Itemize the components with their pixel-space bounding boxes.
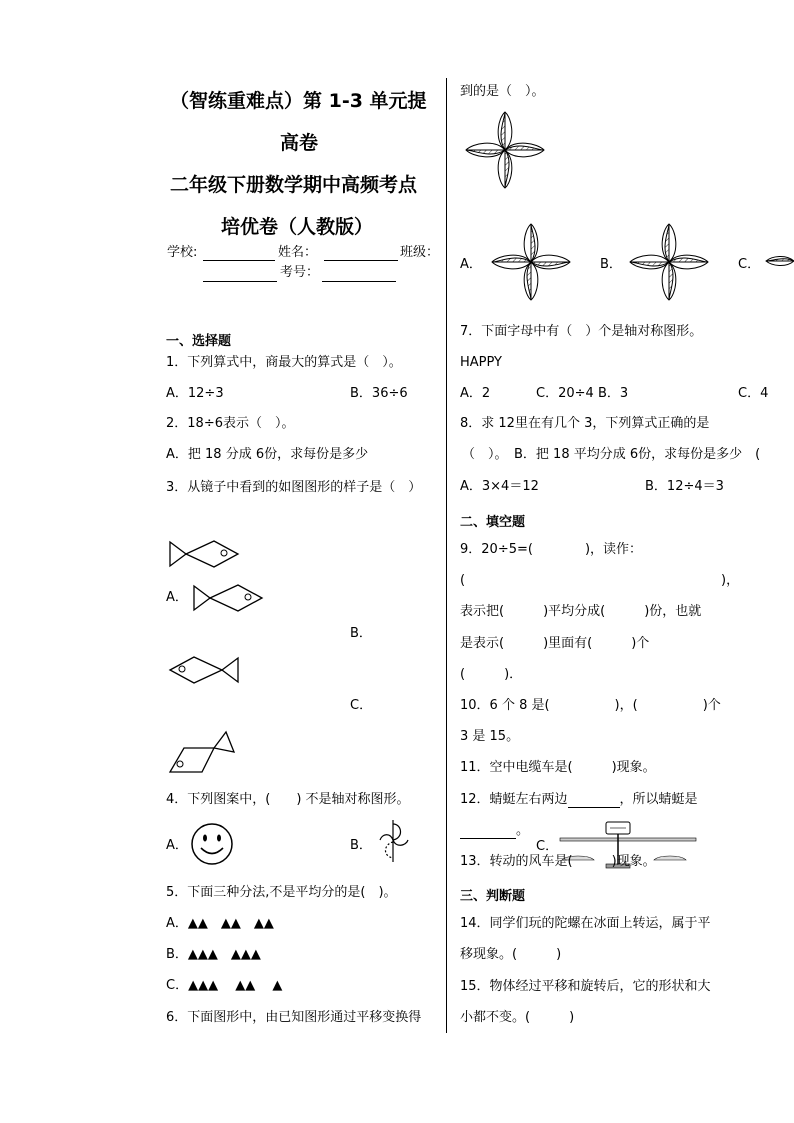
question-6: 6．下面图形中，由已知图形通过平移变换得 [166,1010,422,1025]
question-4: 4．下列图案中，( ) 不是轴对称图形。 [166,792,410,807]
name-blank[interactable] [324,245,398,261]
q10-line-2: 3 是 15。 [460,729,520,744]
question-3: 3．从镜子中看到的如图图形的样子是（ ） [166,480,422,495]
section-fill-heading: 二、填空题 [460,515,526,530]
q9-line-3: 表示把( )平均分成( )份，也就 [460,604,702,619]
q7-option-b[interactable]: B．3 [598,386,629,401]
question-2: 2．18÷6表示（ ）。 [166,416,295,431]
fish-option-a-figure[interactable] [192,582,264,614]
question-10: 10．6 个 8 是( )，( )个 [460,698,721,713]
title-line-1: （智练重难点）第 1-3 单元提 [170,90,427,112]
q1-option-a[interactable]: A．12÷3 [166,386,224,401]
question-7: 7．下面字母中有（ ）个是轴对称图形。 [460,324,703,339]
info-exam-label: 考号： [280,265,320,280]
q12-text-a: 12．蜻蜓左右两边 [460,792,568,807]
q5-option-b[interactable]: B．▲▲▲ ▲▲▲ [166,947,261,962]
q7-option-c-stray[interactable]: C．20÷4 [536,386,594,401]
q12-text-b: ，所以蜻蜓是 [619,792,698,807]
q12-blank-1[interactable] [568,795,620,808]
question-8: 8．求 12里在有几个 3，下列算式正确的是 [460,416,710,431]
question-6-continued: 到的是（ ）。 [460,84,545,99]
q4-option-b[interactable]: B． [350,838,372,853]
smiley-face-icon[interactable] [190,822,234,866]
exam-blank[interactable] [322,266,396,282]
question-12 [460,792,698,808]
class-blank[interactable] [203,266,277,282]
title-line-2: 高卷 [280,132,319,154]
question-11: 11．空中电缆车是( )现象。 [460,760,656,775]
flower-option-b-figure[interactable] [628,222,710,302]
question-8-continued: （ ）。 B．把 18 平均分成 6份，求每份是多少 ( [462,447,761,462]
title-line-4: 培优卷（人教版） [221,216,374,238]
info-name-label: 姓名： [278,245,318,260]
q12-text-c: 。 [516,823,530,838]
q9-reading-close: )， [721,573,740,588]
q9-line-4: 是表示( )里面有( )个 [460,636,650,651]
flower-option-c-figure[interactable] [764,250,794,272]
q9-line-5: ( )． [460,667,523,682]
question-14: 14．同学们玩的陀螺在冰面上转运，属于平 [460,916,711,931]
question-13: 13．转动的风车是( )现象。 [460,854,656,869]
pinwheel-icon[interactable] [372,818,414,864]
q9-reading-open: ( [460,573,466,588]
q2-option-a[interactable]: A．把 18 分成 6份，求每份是多少 [166,447,369,462]
section-choice-heading: 一、选择题 [166,334,232,349]
q15-line-2: 小都不变。( ) [460,1010,575,1025]
q7-option-c[interactable]: C．4 [738,386,769,401]
school-blank[interactable] [203,245,275,261]
column-divider [446,78,447,1033]
q3-option-b[interactable]: B． [350,626,372,641]
q1-option-b[interactable]: B．36÷6 [350,386,408,401]
q3-option-a[interactable]: A． [166,590,188,605]
title-line-3: 二年级下册数学期中高频考点 [170,174,418,196]
q6-option-c[interactable]: C． [738,257,761,272]
q12-blank-2[interactable] [460,826,516,839]
q4-option-a[interactable]: A． [166,838,188,853]
section-judge-heading: 三、判断题 [460,889,526,904]
fish-original-figure [168,538,240,570]
q8-option-a[interactable]: A．3×4＝12 [460,479,539,494]
q7-word: HAPPY [460,355,503,370]
question-1: 1．下列算式中，商最大的算式是（ ）。 [166,355,402,370]
info-school-label: 学校: [167,245,198,260]
q7-option-a[interactable]: A．2 [460,386,491,401]
q5-option-c[interactable]: C．▲▲▲ ▲▲ ▲ [166,978,283,993]
q6-option-a[interactable]: A． [460,257,482,272]
q12-line-2 [460,823,529,839]
q8-option-b[interactable]: B．12÷4＝3 [645,479,724,494]
flower-original-figure [464,110,546,190]
flower-option-a-figure[interactable] [490,222,572,302]
q3-option-c[interactable]: C． [350,698,373,713]
q6-option-b[interactable]: B． [600,257,622,272]
fish-option-b-figure[interactable] [168,654,240,686]
question-5: 5．下面三种分法,不是平均分的是( )。 [166,885,397,900]
q12-stray-option-c: C． [536,839,559,854]
question-15: 15．物体经过平移和旋转后，它的形状和大 [460,979,711,994]
info-class-label: 班级： [400,245,440,260]
fish-option-c-figure[interactable] [168,728,238,776]
question-9: 9．20÷5=( )，读作： [460,542,643,557]
q5-option-a[interactable]: A．▲▲ ▲▲ ▲▲ [166,916,274,931]
q14-line-2: 移现象。( ) [460,947,562,962]
